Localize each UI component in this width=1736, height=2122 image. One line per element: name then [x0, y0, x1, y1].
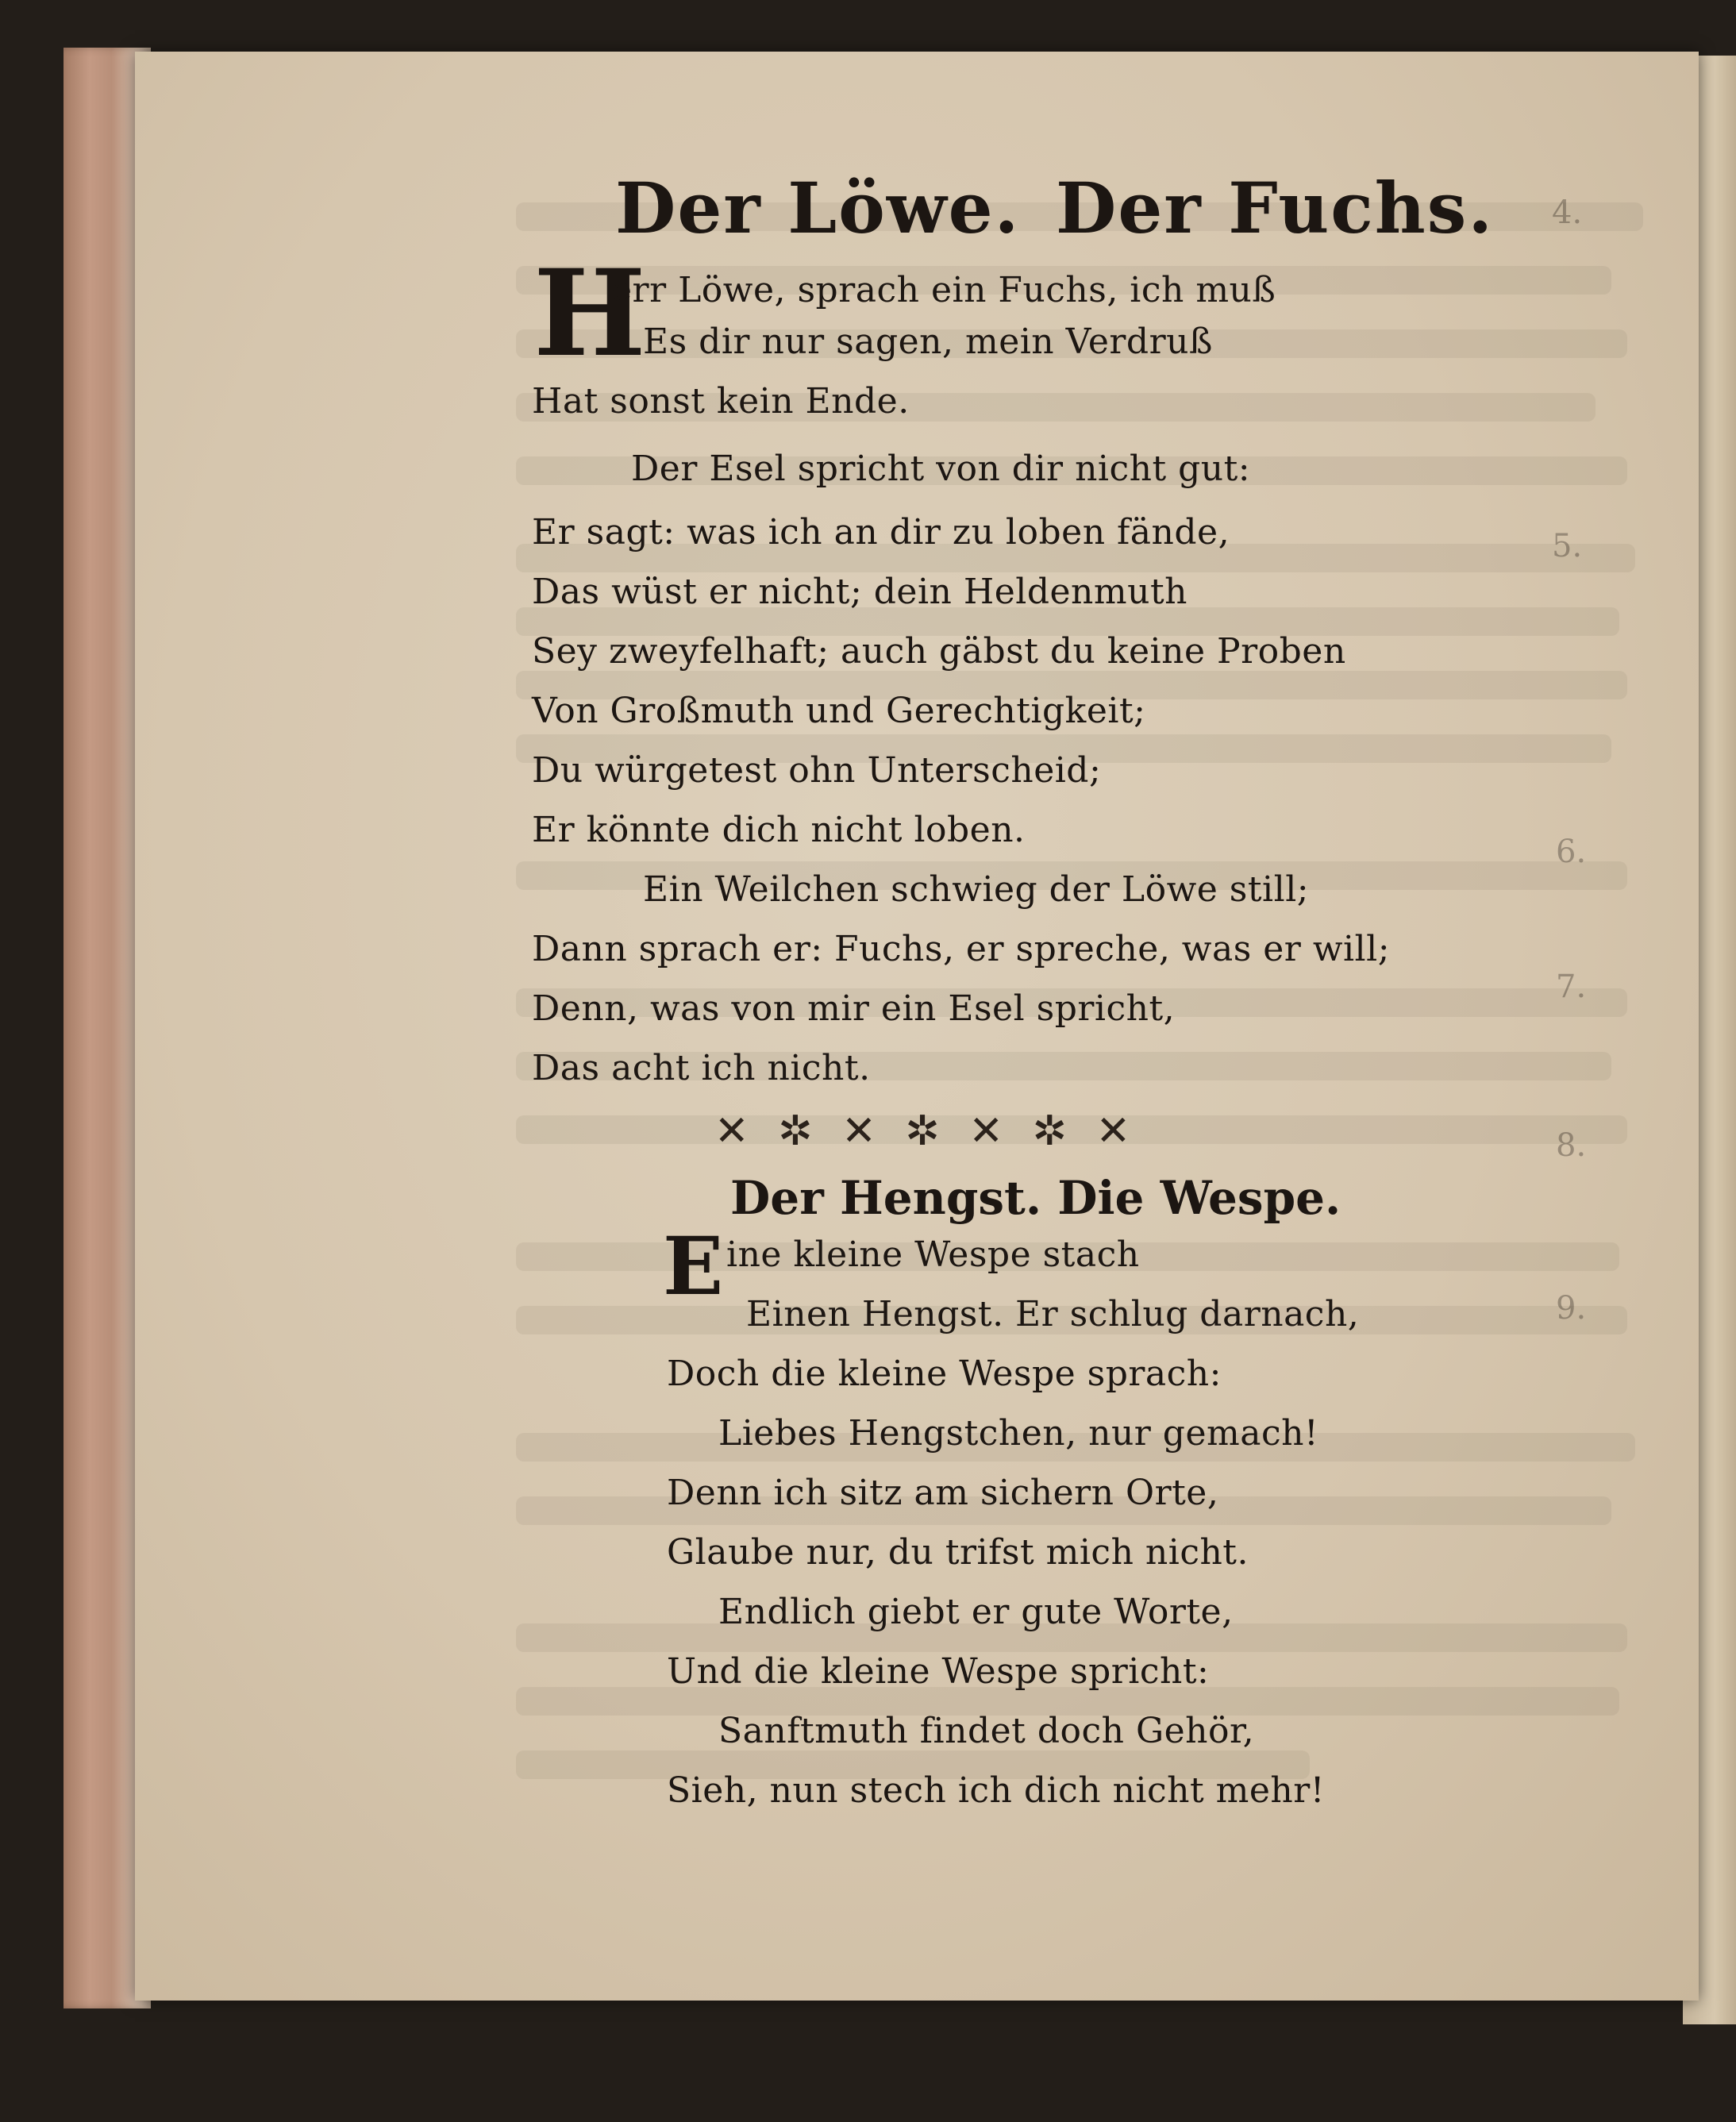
- section-title: Der Hengst. Die Wespe.: [730, 1171, 1341, 1225]
- poem-line: Sey zweyfelhaft; auch gäbst du keine Proben: [532, 631, 1346, 672]
- poem-line: Du würgetest ohn Unterscheid;: [532, 750, 1102, 791]
- poem-line: Er sagt: was ich an dir zu loben fände,: [532, 512, 1230, 553]
- margin-number: 6.: [1556, 834, 1587, 870]
- poem-line: Der Esel spricht von dir nicht gut:: [631, 449, 1251, 489]
- poem-line: err Löwe, sprach ein Fuchs, ich muß: [611, 270, 1276, 310]
- poem-line: Und die kleine Wespe spricht:: [667, 1651, 1210, 1692]
- title-right: Der Fuchs.: [1056, 167, 1494, 249]
- poem-line: Einen Hengst. Er schlug darnach,: [746, 1294, 1360, 1334]
- poem-line: Sanftmuth findet doch Gehör,: [718, 1711, 1255, 1751]
- drop-cap: E: [663, 1219, 724, 1313]
- poem-line: Ein Weilchen schwieg der Löwe still;: [643, 869, 1310, 910]
- poem-line: Er könnte dich nicht loben.: [532, 810, 1026, 850]
- poem-line: Das acht ich nicht.: [532, 1048, 871, 1088]
- margin-number: 4.: [1552, 194, 1583, 231]
- margin-number: 5.: [1552, 528, 1583, 564]
- poem-line: Dann sprach er: Fuchs, er spreche, was er will;: [532, 929, 1391, 969]
- poem-line: Das wüst er nicht; dein Heldenmuth: [532, 572, 1187, 612]
- ornament-divider: ✕ ✲ ✕ ✲ ✕ ✲ ✕: [714, 1107, 1139, 1155]
- title-left: Der Löwe.: [615, 167, 1021, 249]
- poem-line: ine kleine Wespe stach: [726, 1234, 1140, 1275]
- poem-line: Endlich giebt er gute Worte,: [718, 1592, 1234, 1632]
- poem-line: Liebes Hengstchen, nur gemach!: [718, 1413, 1319, 1454]
- poem-line: Denn, was von mir ein Esel spricht,: [532, 988, 1176, 1029]
- poem-line: Von Großmuth und Gerechtigkeit;: [532, 691, 1146, 731]
- margin-number: 8.: [1556, 1127, 1587, 1164]
- margin-number: 7.: [1556, 969, 1587, 1005]
- poem-line: Es dir nur sagen, mein Verdruß: [643, 322, 1213, 362]
- poem-line: Denn ich sitz am sichern Orte,: [667, 1473, 1219, 1513]
- poem-line: Hat sonst kein Ende.: [532, 381, 910, 422]
- poem-line: Sieh, nun stech ich dich nicht mehr!: [667, 1770, 1325, 1811]
- margin-number: 9.: [1556, 1290, 1587, 1327]
- poem-line: Glaube nur, du trifst mich nicht.: [667, 1532, 1249, 1573]
- poem-line: Doch die kleine Wespe sprach:: [667, 1354, 1222, 1394]
- page-title: [524, 167, 1494, 262]
- drop-cap: H: [533, 244, 646, 383]
